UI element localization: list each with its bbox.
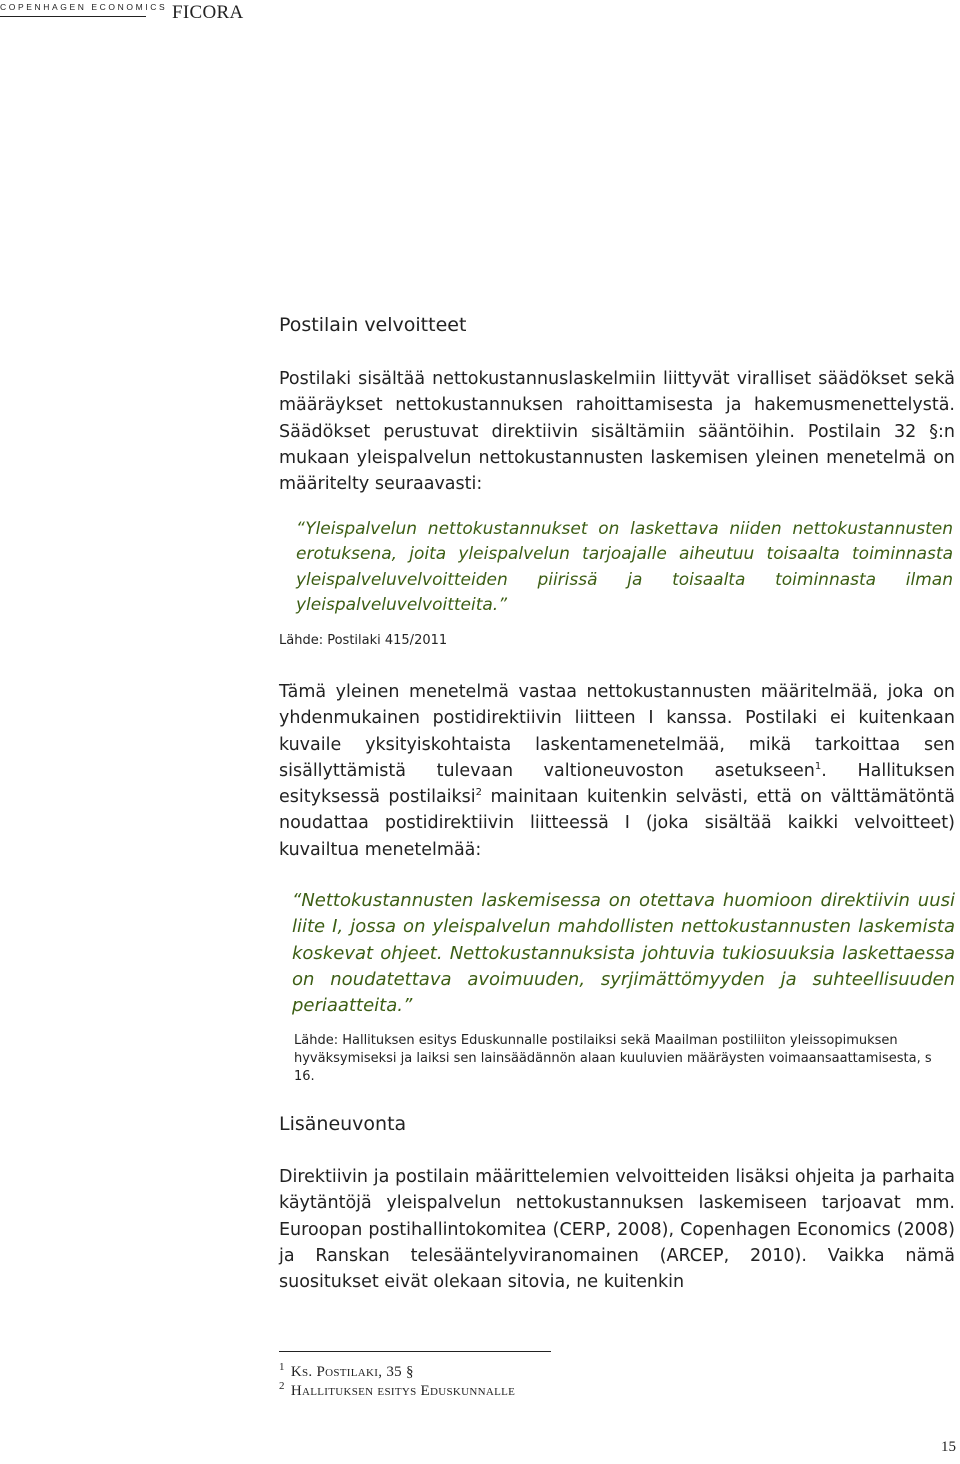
paragraph-method-part-b: . Hallituksen esityksessä postilaiksi <box>279 760 955 808</box>
source-hallituksen-esitys: Lähde: Hallituksen esitys Eduskunnalle postilaiksi sekä Maailman postiliiton yleissopimuksen hyväksymiseksi ja laiksi sen lainsäädännön alaan kuuluvien määräysten voimaansaattamisesta, s 16. <box>294 1033 932 1084</box>
footnote-1-number: 1 <box>279 1361 285 1373</box>
paragraph-intro: Postilaki sisältää nettokustannuslaskelmiin liittyvät viralliset säädökset sekä määräykset nettokustannuksen rahoittamisesta ja hakemusmenettelystä. Säädökset perustuvat direktiivin sisältämiin sääntöihin. Postilain 32 §:n mukaan yleispalvelun nettokustannusten laskemisen yleinen menetelmä on määritelty seuraavasti: <box>279 369 955 495</box>
footnote-2 <box>279 1382 515 1400</box>
section-heading-lisaneuvonta: Lisäneuvonta <box>279 1113 407 1135</box>
copenhagen-economics-logo: COPENHAGEN ECONOMICS <box>0 0 146 17</box>
footnote-ref-1[interactable]: 1 <box>814 761 822 773</box>
footnote-1-text: Ks. Postilaki, 35 § <box>290 1364 414 1380</box>
section-heading-postilain-velvoitteet: Postilain velvoitteet <box>279 314 467 336</box>
ficora-logo: FICORA <box>172 2 244 23</box>
footnote-ref-2[interactable]: 2 <box>475 787 483 799</box>
paragraph-method <box>279 679 955 863</box>
paragraph-method-part-a: Tämä yleinen menetelmä vastaa nettokustannusten määritelmää, joka on yhdenmukainen postidirektiivin liitteen I kanssa. Postilaki ei kuitenkaan kuvaile yksityiskohtaista laskentamenetelmää, mikä tarkoittaa sen sisällyttämistä tulevaan valtioneuvoston asetukseen <box>279 682 955 781</box>
footnote-divider <box>279 1351 551 1352</box>
paragraph-method-part-c: mainitaan kuitenkin selvästi, että on välttämätöntä noudattaa postidirektiivin liitteessä I (joka sisältää kaikki velvoitteet) kuvailtua menetelmää: <box>279 787 955 860</box>
source-postilaki: Lähde: Postilaki 415/2011 <box>279 633 448 648</box>
quote-postilaki: “Yleispalvelun nettokustannukset on laskettava niiden nettokustannusten erotuksena, joita yleispalvelun tarjoajalle aiheutuu toisaalta toiminnasta yleispalveluvelvoitteiden piirissä ja toisaalta toiminnasta ilman yleispalveluvelvoitteita.” <box>296 519 953 616</box>
quote-hallituksen-esitys: “Nettokustannusten laskemisessa on otettava huomioon direktiivin uusi liite I, jossa on yleispalvelun mahdollisten nettokustannusten laskemista koskevat ohjeet. Nettokustannuksista johtuvia tukiosuuksia laskettaessa on noudatettava avoimuuden, syrjimättömyyden ja suhteellisuuden periaatteita.” <box>292 890 955 1017</box>
footnote-1 <box>279 1363 414 1381</box>
page-number: 15 <box>941 1439 956 1455</box>
footnote-2-text: Hallituksen esitys Eduskunnalle <box>290 1383 516 1399</box>
paragraph-lisaneuvonta: Direktiivin ja postilain määrittelemien velvoitteiden lisäksi ohjeita ja parhaita käytäntöjä yleispalvelun nettokustannuksen laskemiseen tarjoavat mm. Euroopan postihallintokomitea (CERP, 2008), Copenhagen Economics (2008) ja Ranskan telesääntelyviranomainen (ARCEP, 2010). Vaikka nämä suositukset eivät olekaan sitovia, ne kuitenkin <box>279 1167 955 1293</box>
footnote-2-number: 2 <box>279 1380 285 1392</box>
